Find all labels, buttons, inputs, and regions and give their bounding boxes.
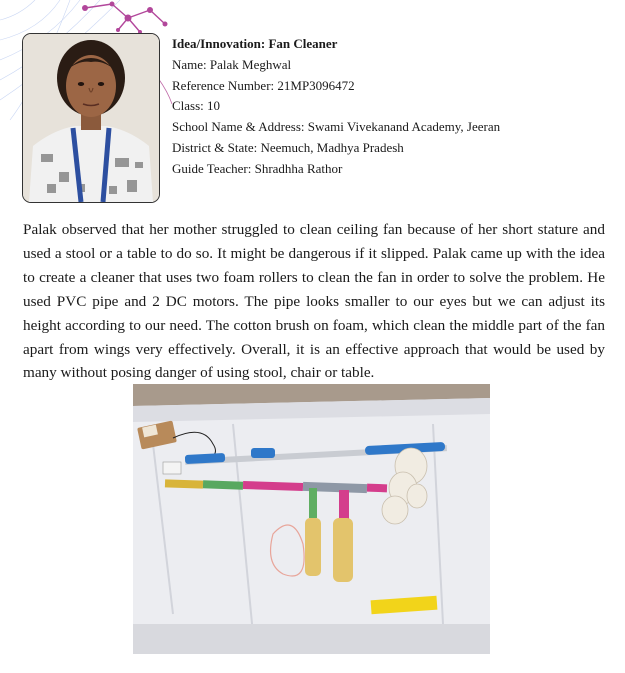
description-paragraph: Palak observed that her mother struggled to clean ceiling fan because of her short stature and used a stool or a table to do so. It might be dangerous if it slipped. Palak came up with the idea to create a cleaner that uses two foam rollers to clean the fan in order to solve the problem. He used PVC pipe and 2 DC motors. The pipe looks smaller to our eyes but we can adjust its height according to our need. The cotton brush on foam, which clean the middle part of the fan apart from wings very effectively. Overall, it is an effective approach that would be used by many without posing danger of using stool, chair or table. [23, 221, 605, 382]
product-photo [133, 384, 490, 654]
idea-title: Idea/Innovation: Fan Cleaner [172, 36, 338, 51]
guide-teacher: Guide Teacher: Shradhha Rathor [172, 160, 343, 176]
reference-number: Reference Number: 21MP3096472 [172, 77, 355, 93]
student-info [172, 34, 500, 180]
student-photo [22, 33, 160, 203]
class-label: Class: 10 [172, 98, 221, 114]
school-address: School Name & Address: Swami Vivekanand Academy, Jeeran [172, 119, 501, 135]
district-state: District & State: Neemuch, Madhya Pradesh [172, 139, 404, 155]
student-name: Name: Palak Meghwal [172, 56, 292, 72]
